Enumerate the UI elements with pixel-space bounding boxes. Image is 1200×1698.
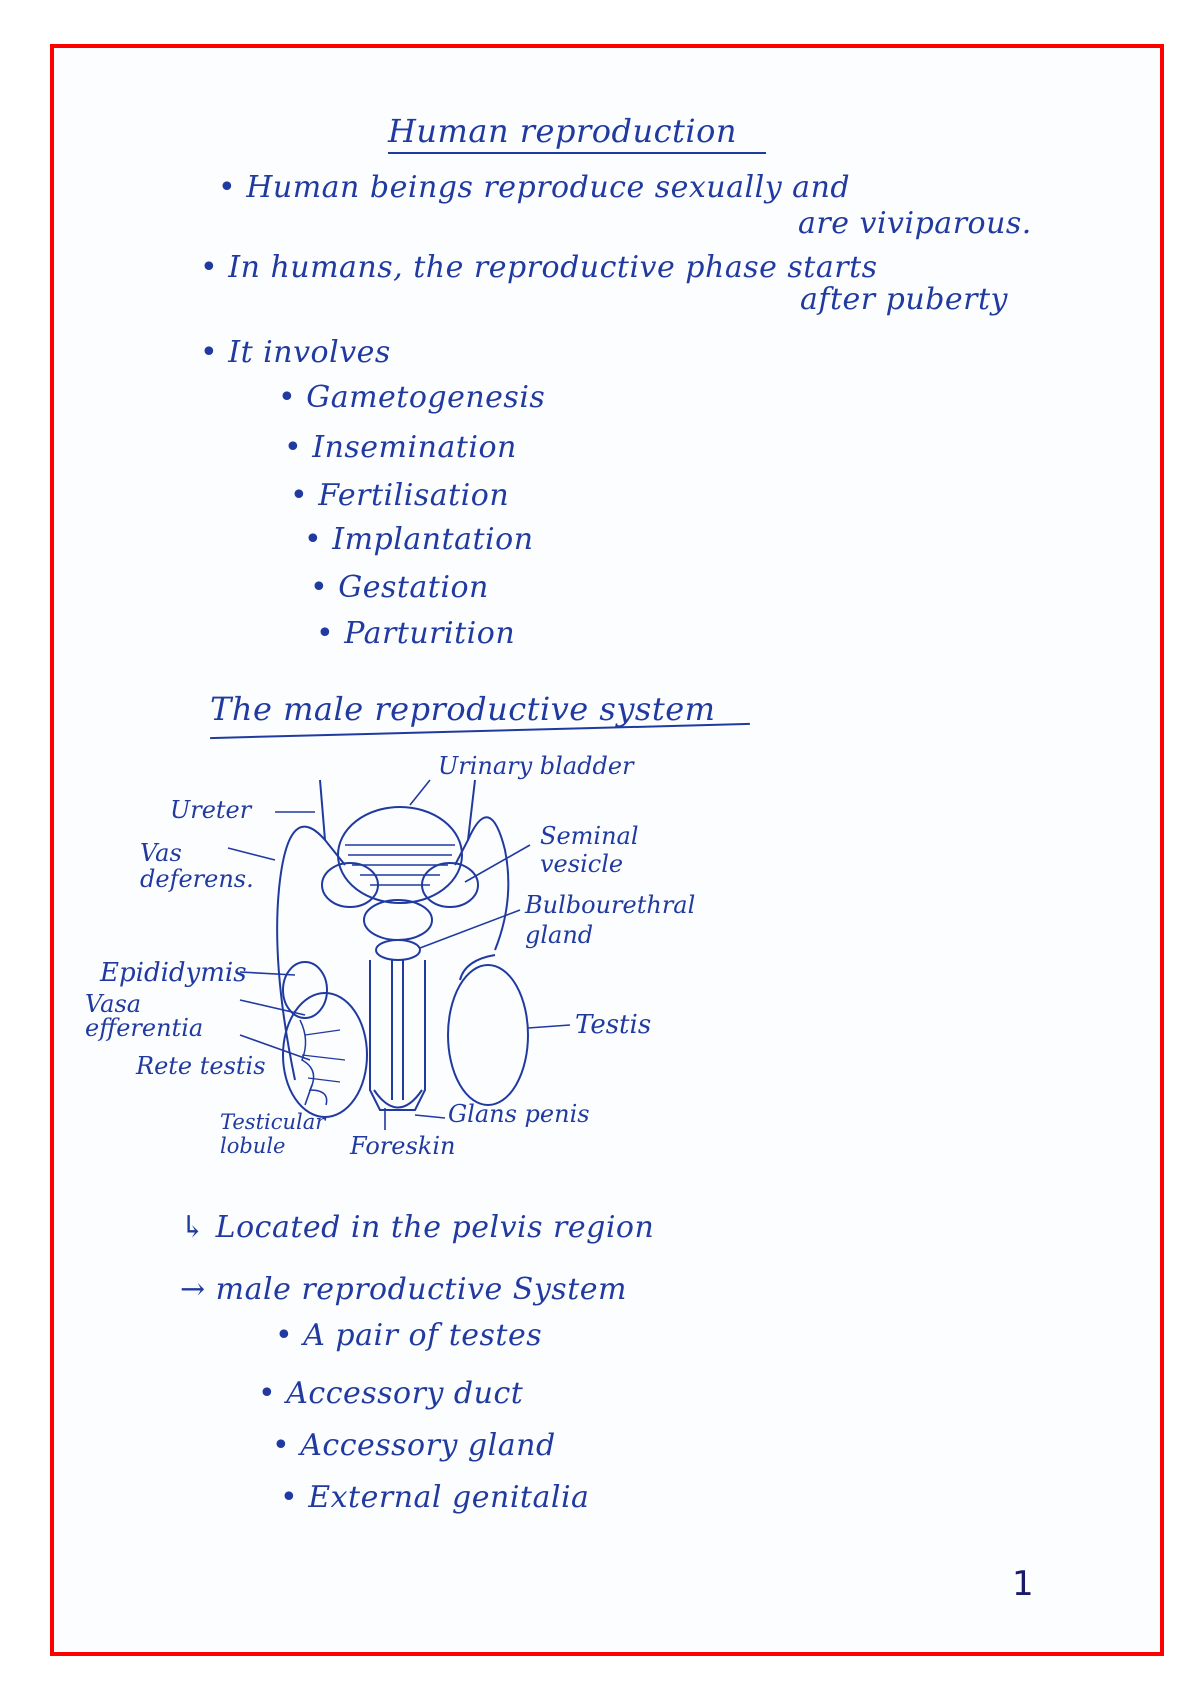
page-number: 1: [1012, 1564, 1034, 1604]
vas-deferens-right: [468, 817, 508, 950]
label-vas-deferens-text: Vas deferens.: [140, 839, 254, 893]
section-title: The male reproductive system: [210, 690, 716, 728]
label-rete-testis: Rete testis: [136, 1052, 266, 1080]
note-line-located: ↳ Located in the pelvis region: [180, 1210, 655, 1245]
label-vas-deferens: [140, 840, 260, 892]
arrow-glans: [415, 1115, 445, 1118]
bulbourethral-shape: [376, 940, 420, 960]
note-line-sexual: • Human beings reproduce sexually and: [218, 170, 851, 205]
arrow-vasa: [240, 1000, 305, 1015]
ureter-left: [320, 780, 345, 865]
label-urinary-bladder: Urinary bladder: [438, 752, 634, 780]
rete-lines: [302, 1030, 345, 1082]
label-testicular-lobule-text: Testicular lobule: [220, 1110, 326, 1158]
label-epididymis: Epididymis: [100, 958, 247, 988]
stage-item: • Gestation: [310, 570, 489, 605]
arrow-bladder: [410, 780, 430, 805]
stage-item: • Implantation: [304, 522, 534, 557]
note-line-puberty: after puberty: [800, 282, 1009, 317]
prostate-shape: [364, 900, 432, 940]
arrow-lobule: [305, 1085, 312, 1105]
epididymis-head: [283, 962, 327, 1018]
label-bulbourethral-text: Bulbourethral gland: [525, 891, 696, 949]
stage-item: • Insemination: [284, 430, 517, 465]
label-testicular-lobule: [220, 1110, 360, 1158]
note-line-system: → male reproductive System: [180, 1272, 627, 1307]
label-ureter: Ureter: [170, 796, 252, 824]
glans: [374, 1090, 422, 1108]
note-line-viviparous: are viviparous.: [798, 206, 1032, 241]
penis-shaft: [370, 960, 425, 1110]
male-reproductive-diagram: [85, 752, 830, 1190]
title-underline: [388, 152, 766, 154]
label-seminal-vesicle: [540, 822, 690, 878]
page-title: Human reproduction: [388, 112, 737, 150]
arrow-testis: [528, 1025, 570, 1028]
right-testis: [448, 965, 528, 1105]
note-line-involves: • It involves: [200, 335, 391, 370]
label-vasa-efferentia: [85, 992, 225, 1040]
label-seminal-vesicle-text: Seminal vesicle: [540, 822, 639, 878]
arrow-bulbourethral: [420, 910, 520, 948]
seminal-vesicle-right: [422, 863, 478, 907]
system-part: • External genitalia: [280, 1480, 590, 1515]
seminal-vesicle-left: [322, 863, 378, 907]
system-part: • A pair of testes: [275, 1318, 543, 1353]
label-bulbourethral-gland: [525, 890, 755, 950]
label-testis: Testis: [575, 1010, 652, 1040]
system-part: • Accessory gland: [272, 1428, 556, 1463]
label-vasa-efferentia-text: Vasa efferentia: [85, 990, 204, 1042]
label-glans-penis: Glans penis: [448, 1100, 590, 1128]
system-part: • Accessory duct: [258, 1376, 524, 1411]
stage-item: • Gametogenesis: [278, 380, 546, 415]
note-line-phase: • In humans, the reproductive phase starts: [200, 250, 878, 285]
arrow-seminal: [465, 845, 530, 882]
label-foreskin: Foreskin: [350, 1132, 456, 1160]
stage-item: • Fertilisation: [290, 478, 510, 513]
ureter-right: [455, 780, 475, 865]
urethra: [392, 960, 403, 1100]
stage-item: • Parturition: [316, 616, 516, 651]
